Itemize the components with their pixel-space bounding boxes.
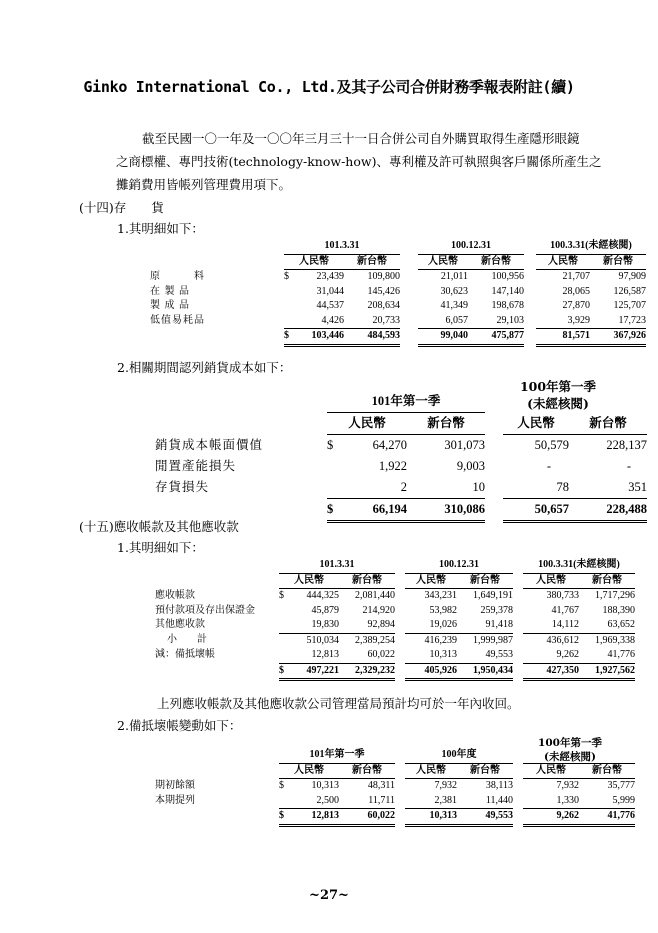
receivables-table (155, 558, 635, 681)
currency-rmb: 人民幣 (523, 763, 579, 779)
table-cell: 214,920 (362, 604, 395, 616)
table-cell: 510,034 (306, 634, 339, 646)
table-cell: 78 (503, 477, 569, 499)
table-cell: 60,022 (339, 648, 395, 663)
currency-rmb: 人民幣 (418, 254, 468, 270)
dollar-sign: $ (279, 663, 287, 680)
table-cell: 147,140 (491, 285, 524, 297)
receivables-note: 上列應收帳款及其他應收款公司管理當局預計均可於一年內收回。 (157, 696, 520, 711)
allowance-period-3-line-1: 100年第一季 (538, 737, 602, 749)
table-cell: 126,587 (613, 285, 646, 297)
table-cell: 21,011 (440, 271, 468, 282)
table-row (150, 270, 646, 285)
table-cell: 2,500 (287, 794, 339, 809)
table-cell: 50,579 (534, 438, 569, 452)
currency-rmb: 人民幣 (279, 573, 339, 589)
table-cell: 2,329,232 (339, 663, 395, 680)
section-15-heading: (十五)應收帳款及其他應收款 (79, 519, 239, 534)
table-cell: 100,956 (491, 271, 524, 282)
table-cell: 436,612 (546, 634, 579, 646)
currency-twd: 新台幣 (457, 763, 513, 779)
table-cell: 9,003 (456, 459, 485, 473)
table-cell: 35,777 (607, 780, 635, 791)
table-cell: 49,553 (457, 648, 513, 663)
row-label: 本期提列 (155, 794, 195, 806)
dollar-sign: $ (279, 809, 287, 826)
currency-rmb: 人民幣 (327, 413, 407, 435)
table-total-row (150, 329, 646, 346)
allowance-period-2: 100年度 (405, 748, 513, 763)
table-cell: 10 (407, 477, 485, 499)
table-cell: 23,439 (316, 271, 344, 282)
dollar-sign: $ (279, 780, 284, 791)
table-row (155, 648, 635, 663)
table-cell: 30,623 (440, 285, 468, 297)
table-cell: 1,999,987 (473, 634, 513, 646)
table-cell: 7,932 (556, 780, 579, 791)
table-cell: 92,894 (339, 618, 395, 633)
table-cell: 228,137 (606, 438, 647, 452)
table-cell: 41,767 (551, 604, 579, 616)
table-cell: 29,103 (468, 314, 524, 329)
table-cell: 1,927,562 (579, 663, 635, 680)
cogs-period-header (155, 391, 647, 413)
row-label: 製 成 品 (150, 300, 190, 311)
table-cell: 343,231 (424, 590, 457, 601)
table-cell: 301,073 (444, 438, 485, 452)
table-cell: 2,389,254 (355, 634, 395, 646)
table-cell: 50,657 (503, 499, 569, 522)
table-cell: 19,026 (405, 618, 457, 633)
currency-rmb: 人民幣 (284, 254, 344, 270)
table-cell: 1,649,191 (473, 590, 513, 601)
table-row (155, 779, 635, 794)
table-cell: 28,065 (562, 285, 590, 297)
table-cell: 97,909 (618, 271, 646, 282)
section-14-sub2: 2.相關期間認列銷貨成本如下： (117, 360, 292, 375)
inventory-period-3: 100.3.31(未經核閱) (536, 239, 646, 254)
table-cell: 27,870 (562, 300, 590, 311)
table-cell: 12,813 (287, 648, 339, 663)
table-row (155, 477, 647, 499)
dollar-sign: $ (327, 499, 341, 522)
table-total-row (155, 809, 635, 826)
table-row (150, 285, 646, 300)
section-15-sub2: 2.備抵壞帳變動如下： (117, 718, 242, 733)
section-15-sub1: 1.其明細如下： (117, 540, 204, 555)
table-row (155, 618, 635, 633)
currency-twd: 新台幣 (407, 413, 485, 435)
table-row (155, 604, 635, 619)
table-cell: 310,086 (407, 499, 485, 522)
intro-line-2: 之商標權、專門技術(technology-know-how)、專利權及許可執照與客戶關係所產生之 (116, 154, 602, 169)
table-row (150, 299, 646, 314)
cogs-table (155, 391, 647, 523)
receivables-period-2: 100.12.31 (405, 558, 513, 573)
table-cell: 208,634 (367, 300, 400, 311)
table-cell: 14,112 (523, 618, 579, 633)
currency-rmb: 人民幣 (523, 573, 579, 589)
row-label: 小 計 (167, 634, 207, 646)
dollar-sign: $ (284, 271, 289, 282)
row-label: 銷貨成本帳面價值 (155, 437, 264, 452)
table-total-row (155, 663, 635, 680)
currency-rmb: 人民幣 (405, 573, 457, 589)
currency-twd: 新台幣 (569, 413, 647, 435)
table-cell: 9,262 (523, 648, 579, 663)
currency-twd: 新台幣 (468, 254, 524, 270)
table-cell: 1,922 (378, 459, 407, 473)
table-cell: 475,877 (468, 329, 524, 346)
allowance-period-3-line-2: (未經核閱) (544, 751, 596, 763)
table-cell: 3,929 (536, 314, 590, 329)
table-cell: 63,652 (579, 618, 635, 633)
currency-rmb: 人民幣 (536, 254, 590, 270)
table-cell: 2 (341, 477, 407, 499)
currency-twd: 新台幣 (457, 573, 513, 589)
currency-rmb: 人民幣 (405, 763, 457, 779)
currency-rmb: 人民幣 (279, 763, 339, 779)
table-cell: 7,932 (434, 780, 457, 791)
table-cell: 259,378 (480, 604, 513, 616)
table-cell: 11,711 (339, 794, 395, 809)
table-cell: 228,488 (569, 499, 647, 522)
table-cell: 2,081,440 (355, 590, 395, 601)
table-cell: 5,999 (579, 794, 635, 809)
table-cell: 45,879 (311, 604, 339, 616)
row-label: 預付款項及存出保證金 (155, 604, 255, 616)
allowance-period-header (155, 748, 635, 763)
table-row (155, 589, 635, 604)
row-label: 在 製 品 (150, 285, 190, 297)
row-label: 應收帳款 (155, 589, 195, 601)
receivables-currency-header (155, 573, 635, 589)
table-cell: 367,926 (590, 329, 646, 346)
table-cell: 444,325 (306, 590, 339, 601)
allowance-table (155, 748, 635, 827)
currency-twd: 新台幣 (579, 573, 635, 589)
table-cell: 198,678 (491, 300, 524, 311)
table-cell: 145,426 (367, 285, 400, 297)
table-cell: 41,349 (440, 300, 468, 311)
table-cell: 6,057 (418, 314, 468, 329)
table-cell: 10,313 (405, 648, 457, 663)
table-subtotal-row (155, 633, 635, 648)
table-cell: 405,926 (405, 663, 457, 680)
inventory-period-1: 101.3.31 (284, 239, 400, 254)
dollar-sign: $ (279, 590, 284, 601)
dollar-sign: $ (327, 438, 334, 452)
table-cell: 12,813 (287, 809, 339, 826)
table-cell: 1,969,338 (595, 634, 635, 646)
cogs-period-1: 101年第一季 (327, 391, 485, 413)
table-cell: 2,381 (405, 794, 457, 809)
table-cell: 10,313 (311, 780, 339, 791)
table-cell: 109,800 (367, 271, 400, 282)
table-cell: 21,707 (562, 271, 590, 282)
row-label: 減：備抵壞帳 (155, 649, 215, 661)
page-number: ~27~ (309, 888, 349, 903)
table-cell: 41,776 (579, 809, 635, 826)
table-cell: 497,221 (287, 663, 339, 680)
table-cell: 19,830 (287, 618, 339, 633)
table-cell: 11,440 (457, 794, 513, 809)
table-cell: 427,350 (523, 663, 579, 680)
intro-line-1: 截至民國一〇一年及一〇〇年三月三十一日合併公司自外購買取得生產隱形眼鏡 (142, 131, 580, 146)
table-cell: 66,194 (341, 499, 407, 522)
table-cell: 17,723 (590, 314, 646, 329)
section-14-heading: (十四)存 貨 (79, 200, 164, 215)
table-cell: 41,776 (579, 648, 635, 663)
table-cell: - (626, 459, 631, 473)
table-row (155, 435, 647, 457)
row-label: 閒置產能損失 (155, 459, 237, 473)
table-row (150, 314, 646, 329)
table-cell: 484,593 (344, 329, 400, 346)
cogs-currency-header (155, 413, 647, 435)
table-cell: 99,040 (418, 329, 468, 346)
table-cell: 31,044 (316, 285, 344, 297)
row-label: 存貨損失 (155, 480, 210, 495)
table-cell: 351 (569, 477, 647, 499)
inventory-period-header (150, 239, 646, 254)
table-cell: 1,717,296 (595, 590, 635, 601)
table-cell: 10,313 (405, 809, 457, 826)
table-cell: 103,446 (292, 329, 344, 346)
cogs-period-2-line-2: (未經核閱) (527, 396, 589, 411)
inventory-table (150, 239, 646, 347)
table-cell: 53,982 (429, 604, 457, 616)
row-label: 原 料 (150, 270, 205, 282)
currency-twd: 新台幣 (339, 763, 395, 779)
table-row (155, 794, 635, 809)
table-cell: 81,571 (536, 329, 590, 346)
dollar-sign: $ (284, 329, 292, 346)
row-label: 期初餘額 (155, 779, 195, 791)
table-cell: 49,553 (457, 809, 513, 826)
section-14-sub1: 1.其明細如下： (117, 221, 204, 236)
table-cell: 91,418 (457, 618, 513, 633)
table-cell: 125,707 (613, 300, 646, 311)
table-cell: 48,311 (367, 780, 395, 791)
intro-line-3: 攤銷費用皆帳列管理費用項下。 (116, 177, 292, 192)
table-cell: - (546, 459, 551, 473)
receivables-period-3: 100.3.31(未經核閱) (523, 558, 635, 573)
table-cell: 1,330 (523, 794, 579, 809)
table-cell: 38,113 (485, 780, 513, 791)
table-cell: 188,390 (602, 604, 635, 616)
inventory-currency-header (150, 254, 646, 270)
currency-rmb: 人民幣 (503, 413, 569, 435)
receivables-period-1: 101.3.31 (279, 558, 395, 573)
table-cell: 416,239 (424, 634, 457, 646)
table-cell: 380,733 (546, 590, 579, 601)
currency-twd: 新台幣 (344, 254, 400, 270)
table-cell: 64,270 (372, 438, 407, 452)
table-cell: 20,733 (344, 314, 400, 329)
row-label: 低值易耗品 (150, 314, 205, 326)
row-label: 其他應收款 (155, 619, 205, 631)
table-cell: 4,426 (292, 314, 344, 329)
table-cell: 9,262 (523, 809, 579, 826)
table-cell: 1,950,434 (457, 663, 513, 680)
inventory-period-2: 100.12.31 (418, 239, 524, 254)
cogs-period-2-line-1: 100年第一季 (519, 379, 597, 394)
page-title: Ginko International Co., Ltd.及其子公司合併財務季報表附註(續) (83, 78, 575, 96)
currency-twd: 新台幣 (339, 573, 395, 589)
receivables-period-header (155, 558, 635, 573)
table-cell: 60,022 (339, 809, 395, 826)
allowance-currency-header (155, 763, 635, 779)
allowance-period-1: 101年第一季 (279, 748, 395, 763)
table-cell: 44,537 (316, 300, 344, 311)
table-row (155, 456, 647, 477)
currency-twd: 新台幣 (590, 254, 646, 270)
currency-twd: 新台幣 (579, 763, 635, 779)
